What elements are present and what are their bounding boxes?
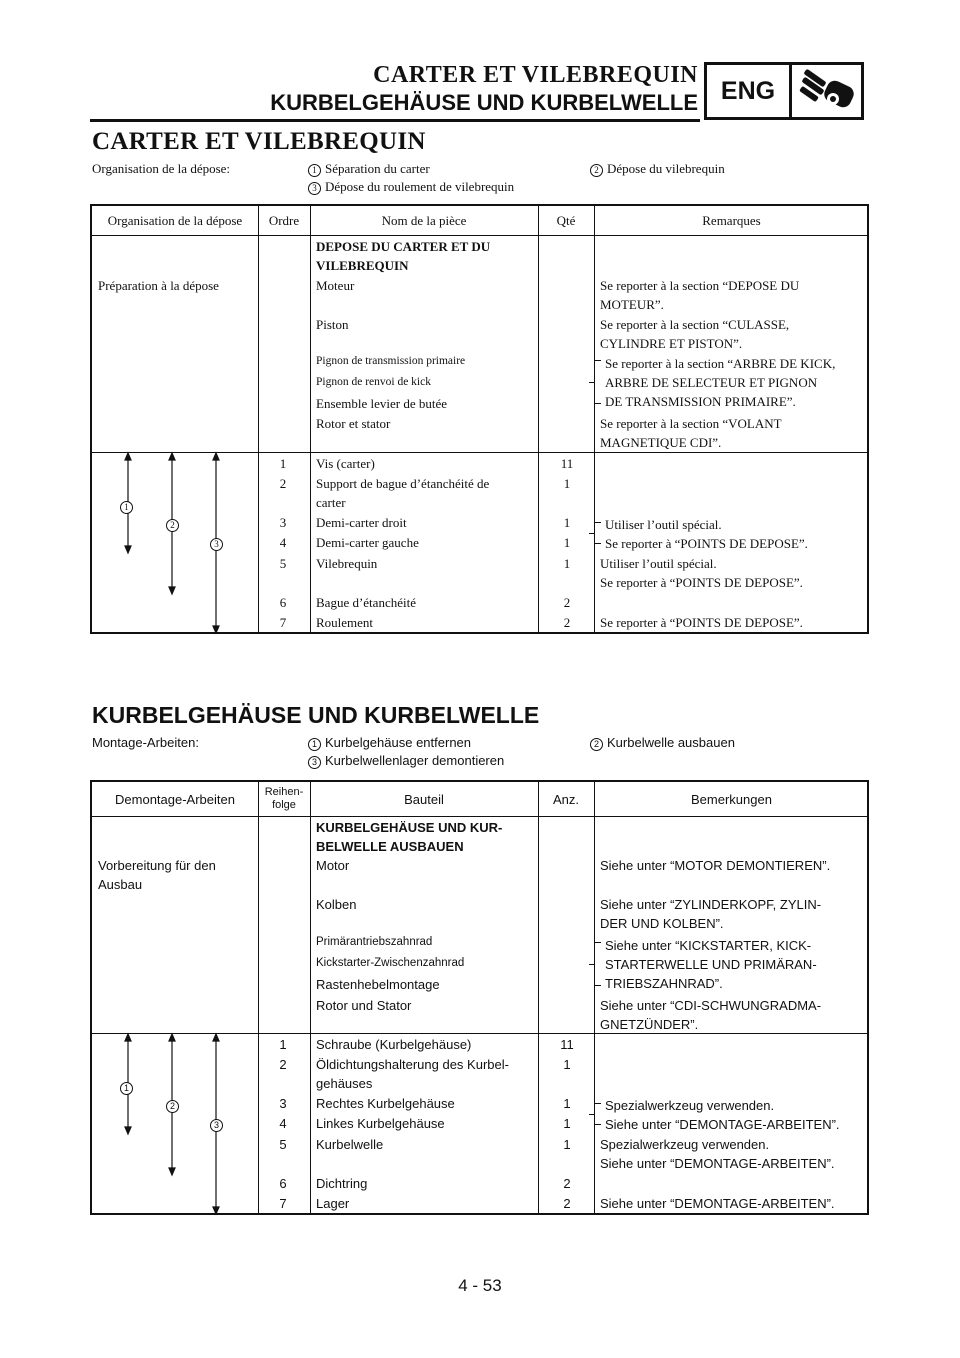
order-number: 2 bbox=[279, 1057, 287, 1072]
prep-heading bbox=[316, 237, 536, 275]
engine-piston-icon bbox=[792, 65, 861, 117]
part-name: Kurbelwelle bbox=[316, 1137, 384, 1152]
quantity: 1 bbox=[563, 476, 571, 491]
quantity: 2 bbox=[563, 615, 571, 630]
remark-line: Utiliser l’outil spécial. bbox=[600, 556, 717, 571]
part-name: Pignon de transmission primaire bbox=[316, 355, 466, 367]
group-bracket bbox=[594, 522, 601, 544]
col-header: Nom de la pièce bbox=[381, 212, 467, 228]
order-number: 1 bbox=[279, 1037, 287, 1052]
remark: Siehe unter “MOTOR DEMONTIEREN”. bbox=[600, 858, 831, 873]
org-item-fr-3 bbox=[308, 178, 514, 196]
part-name: Rastenhebelmontage bbox=[316, 977, 440, 992]
remark-line: Siehe unter “CDI-SCHWUNGRADMA- bbox=[600, 998, 822, 1013]
quantity: 2 bbox=[563, 1196, 571, 1211]
org-label-fr: Organisation de la dépose: bbox=[92, 161, 231, 176]
order-number: 7 bbox=[279, 1196, 287, 1211]
remark-line: Se reporter à la section “DEPOSE DU bbox=[600, 278, 800, 293]
step-marker-2 bbox=[166, 1095, 183, 1114]
part-name: Pignon de renvoi de kick bbox=[316, 376, 431, 388]
remark-line: Siehe unter “DEMONTAGE-ARBEITEN”. bbox=[605, 1117, 840, 1132]
step-marker-icon: 1 bbox=[120, 501, 133, 514]
section-title-fr: CARTER ET VILEBREQUIN bbox=[92, 128, 426, 155]
remark: Se reporter à “POINTS DE DEPOSE”. bbox=[600, 615, 803, 630]
order-number: 6 bbox=[279, 595, 287, 610]
quantity: 11 bbox=[560, 1037, 574, 1052]
prep-heading-line: DEPOSE DU CARTER ET DU bbox=[316, 239, 491, 254]
col-divider bbox=[538, 782, 539, 1213]
group-bracket bbox=[594, 942, 601, 986]
remark bbox=[600, 276, 868, 314]
remark-line: Siehe unter “KICKSTARTER, KICK- bbox=[605, 938, 812, 953]
col-header: Ordre bbox=[268, 212, 300, 228]
remark-line: Utiliser l’outil spécial. bbox=[605, 517, 722, 532]
part-name: Rotor und Stator bbox=[316, 998, 412, 1013]
prep-label-line: Ausbau bbox=[98, 877, 143, 892]
removal-table-fr bbox=[90, 204, 869, 634]
col-divider bbox=[258, 206, 259, 632]
col-header: Bauteil bbox=[404, 791, 444, 807]
part-name: Dichtring bbox=[316, 1176, 368, 1191]
part-name: Vilebrequin bbox=[316, 556, 378, 571]
quantity: 2 bbox=[563, 1176, 571, 1191]
remark-line: DER UND KOLBEN”. bbox=[600, 916, 724, 931]
quantity: 1 bbox=[563, 1096, 571, 1111]
order-number: 4 bbox=[279, 1116, 287, 1131]
col-divider bbox=[310, 206, 311, 632]
header-rule bbox=[90, 119, 700, 122]
remark bbox=[600, 315, 868, 353]
org-item-text: Kurbelwelle ausbauen bbox=[607, 735, 735, 750]
col-divider bbox=[258, 782, 259, 1213]
remark-line: TRIEBSZAHNRAD”. bbox=[605, 976, 723, 991]
prep-label: Préparation à la dépose bbox=[98, 278, 219, 293]
step-marker-icon: 1 bbox=[308, 738, 321, 751]
part-name bbox=[316, 474, 536, 512]
remark-line: ARBRE DE SELECTEUR ET PIGNON bbox=[605, 375, 818, 390]
quantity: 1 bbox=[563, 556, 571, 571]
part-name-line: Öldichtungshalterung des Kurbel- bbox=[316, 1057, 509, 1072]
step-marker-icon: 2 bbox=[590, 164, 603, 177]
order-number: 3 bbox=[279, 1096, 287, 1111]
table-header bbox=[92, 206, 867, 236]
quantity: 1 bbox=[563, 1057, 571, 1072]
order-number: 1 bbox=[279, 456, 287, 471]
prep-label-line: Vorbereitung für den bbox=[98, 858, 216, 873]
prep-heading-line: KURBELGEHÄUSE UND KUR- bbox=[316, 820, 503, 835]
step-marker-icon: 3 bbox=[210, 1119, 223, 1132]
step-marker-icon: 2 bbox=[166, 1100, 179, 1113]
part-name: Kolben bbox=[316, 897, 357, 912]
remark-line: CYLINDRE ET PISTON”. bbox=[600, 336, 743, 351]
group-bracket bbox=[594, 1103, 601, 1125]
step-marker-icon: 1 bbox=[120, 1082, 133, 1095]
part-name: Bague d’étanchéité bbox=[316, 595, 416, 610]
col-header: Qté bbox=[556, 212, 576, 228]
org-item-text: Kurbelwellenlager demontieren bbox=[325, 753, 505, 768]
col-header-line: folge bbox=[272, 799, 296, 811]
org-item-text: Kurbelgehäuse entfernen bbox=[325, 735, 472, 750]
remark bbox=[600, 895, 868, 933]
page-number: 4 - 53 bbox=[458, 1276, 502, 1295]
part-name: Kickstarter-Zwischenzahnrad bbox=[316, 957, 465, 969]
col-header: Demontage-Arbeiten bbox=[115, 791, 235, 807]
order-number: 4 bbox=[279, 535, 287, 550]
part-name: Rechtes Kurbelgehäuse bbox=[316, 1096, 455, 1111]
remark bbox=[600, 414, 868, 452]
remark-line: Spezialwerkzeug verwenden. bbox=[600, 1137, 770, 1152]
order-number: 5 bbox=[279, 1137, 287, 1152]
col-header: Organisation de la dépose bbox=[107, 212, 243, 228]
col-divider bbox=[538, 206, 539, 632]
remark-line: GNETZÜNDER”. bbox=[600, 1017, 699, 1032]
remark-line: STARTERWELLE UND PRIMÄRAN- bbox=[605, 957, 817, 972]
org-item-de-3 bbox=[308, 752, 504, 770]
prep-heading-line: VILEBREQUIN bbox=[316, 258, 409, 273]
step-marker-icon: 3 bbox=[308, 182, 321, 195]
section-title-de: KURBELGEHÄUSE UND KURBELWELLE bbox=[92, 702, 540, 728]
step-marker-icon: 2 bbox=[590, 738, 603, 751]
remark bbox=[605, 936, 873, 993]
remark: Siehe unter “DEMONTAGE-ARBEITEN”. bbox=[600, 1196, 835, 1211]
step-marker-1 bbox=[120, 496, 137, 515]
step-marker-icon: 2 bbox=[166, 519, 179, 532]
remark-line: Siehe unter “ZYLINDERKOPF, ZYLIN- bbox=[600, 897, 822, 912]
quantity: 1 bbox=[563, 535, 571, 550]
col-divider bbox=[594, 782, 595, 1213]
part-name: Ensemble levier de butée bbox=[316, 396, 448, 411]
org-item-text: Dépose du roulement de vilebrequin bbox=[325, 179, 515, 194]
remark bbox=[600, 1135, 868, 1173]
step-marker-icon: 3 bbox=[210, 538, 223, 551]
part-name: Moteur bbox=[316, 278, 355, 293]
order-number: 3 bbox=[279, 515, 287, 530]
part-name: Motor bbox=[316, 858, 350, 873]
col-header: Remarques bbox=[702, 212, 761, 228]
col-header: Anz. bbox=[552, 791, 579, 807]
group-bracket bbox=[594, 360, 601, 404]
col-header bbox=[258, 782, 310, 816]
remark-line: Siehe unter “DEMONTAGE-ARBEITEN”. bbox=[600, 1156, 835, 1171]
order-number: 5 bbox=[279, 556, 287, 571]
sequence-arrows bbox=[92, 1033, 258, 1217]
quantity: 1 bbox=[563, 515, 571, 530]
part-name: Primärantriebszahnrad bbox=[316, 936, 433, 948]
col-divider bbox=[594, 206, 595, 632]
org-item-text: Dépose du vilebrequin bbox=[607, 161, 725, 176]
order-number: 2 bbox=[279, 476, 287, 491]
org-label-de: Montage-Arbeiten: bbox=[92, 735, 199, 750]
part-name: Lager bbox=[316, 1196, 350, 1211]
part-name-line: gehäuses bbox=[316, 1076, 373, 1091]
col-header-line: Reihen- bbox=[264, 786, 304, 798]
remark bbox=[605, 515, 873, 553]
step-marker-icon: 3 bbox=[308, 756, 321, 769]
remark bbox=[600, 554, 868, 592]
quantity: 1 bbox=[563, 1116, 571, 1131]
part-name: Demi-carter gauche bbox=[316, 535, 419, 550]
remark-line: MAGNETIQUE CDI”. bbox=[600, 435, 722, 450]
header-title-fr: CARTER ET VILEBREQUIN bbox=[373, 62, 698, 88]
step-marker-3 bbox=[210, 1114, 227, 1133]
remark-line: Se reporter à “POINTS DE DEPOSE”. bbox=[600, 575, 803, 590]
remark-line: Se reporter à la section “VOLANT bbox=[600, 416, 782, 431]
part-name-line: carter bbox=[316, 495, 346, 510]
part-name: Vis (carter) bbox=[316, 456, 375, 471]
part-name bbox=[316, 1055, 536, 1093]
part-name: Piston bbox=[316, 317, 349, 332]
eng-badge bbox=[704, 62, 864, 120]
step-marker-2 bbox=[166, 514, 183, 533]
remark-line: Se reporter à la section “ARBRE DE KICK, bbox=[605, 356, 836, 371]
remark-line: Se reporter à la section “CULASSE, bbox=[600, 317, 790, 332]
prep-label bbox=[98, 856, 258, 894]
remark-line: Se reporter à “POINTS DE DEPOSE”. bbox=[605, 536, 808, 551]
order-number: 6 bbox=[279, 1176, 287, 1191]
quantity: 1 bbox=[563, 1137, 571, 1152]
quantity: 2 bbox=[563, 595, 571, 610]
org-item-fr-1 bbox=[308, 160, 430, 178]
step-marker-3 bbox=[210, 533, 227, 552]
part-name: Rotor et stator bbox=[316, 416, 391, 431]
remark-line: MOTEUR”. bbox=[600, 297, 664, 312]
org-item-text: Séparation du carter bbox=[325, 161, 430, 176]
eng-badge-label: ENG bbox=[707, 65, 792, 117]
part-name-line: Support de bague d’étanchéité de bbox=[316, 476, 490, 491]
sequence-arrows bbox=[92, 452, 258, 636]
prep-heading bbox=[316, 818, 536, 856]
part-name: Schraube (Kurbelgehäuse) bbox=[316, 1037, 472, 1052]
header-title-de: KURBELGEHÄUSE UND KURBELWELLE bbox=[270, 90, 698, 115]
col-divider bbox=[310, 782, 311, 1213]
quantity: 11 bbox=[560, 456, 574, 471]
remark-line: Spezialwerkzeug verwenden. bbox=[605, 1098, 775, 1113]
table-header bbox=[92, 782, 867, 817]
remark bbox=[605, 1096, 873, 1134]
order-number: 7 bbox=[279, 615, 287, 630]
prep-heading-line: BELWELLE AUSBAUEN bbox=[316, 839, 464, 854]
part-name: Linkes Kurbelgehäuse bbox=[316, 1116, 445, 1131]
remark bbox=[605, 354, 873, 411]
org-item-de-1 bbox=[308, 734, 471, 752]
remark bbox=[600, 996, 868, 1034]
remark-line: DE TRANSMISSION PRIMAIRE”. bbox=[605, 394, 796, 409]
part-name: Demi-carter droit bbox=[316, 515, 407, 530]
removal-table-de bbox=[90, 780, 869, 1215]
step-marker-1 bbox=[120, 1077, 137, 1096]
col-header: Bemerkungen bbox=[691, 791, 772, 807]
org-item-de-2 bbox=[590, 734, 735, 752]
step-marker-icon: 1 bbox=[308, 164, 321, 177]
part-name: Roulement bbox=[316, 615, 374, 630]
org-item-fr-2 bbox=[590, 160, 725, 178]
